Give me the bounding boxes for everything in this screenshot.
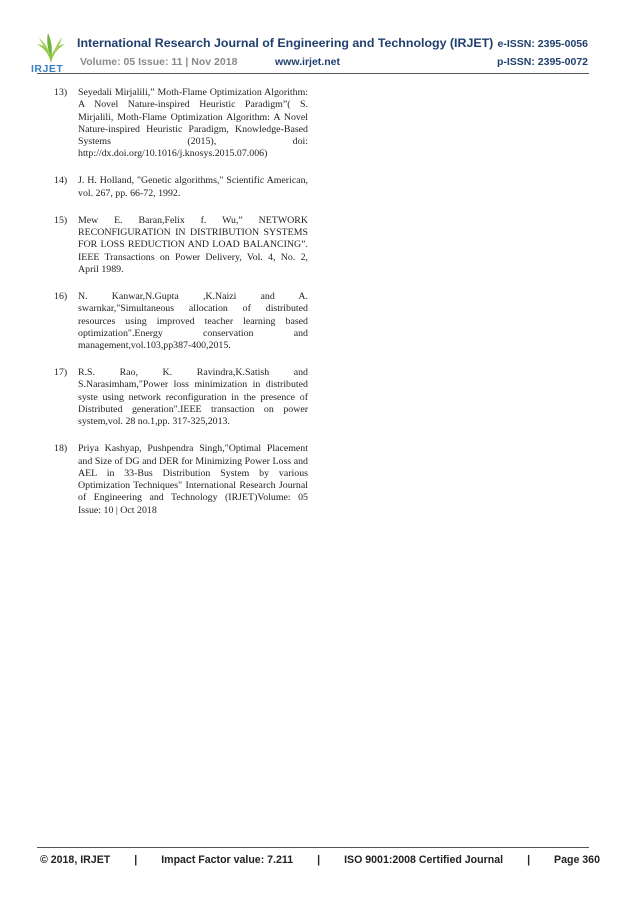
footer-separator: | xyxy=(317,854,321,866)
footer-copyright: © 2018, IRJET xyxy=(40,854,111,866)
reference-item xyxy=(54,215,308,276)
reference-item xyxy=(54,87,308,161)
reference-text: N. Kanwar,N.Gupta ,K.Naizi and A. swarnkar,"Simultaneous allocation of distributed resources using improved teacher learning based optimization".Energy conservation and management,vol.103,pp387-400,2015. xyxy=(78,290,308,352)
volume-issue: Volume: 05 Issue: 11 | Nov 2018 xyxy=(80,56,238,68)
logo-text: IRJET xyxy=(31,63,64,75)
reference-item xyxy=(54,367,308,428)
reference-text: R.S. Rao, K. Ravindra,K.Satish and S.Narasimham,"Power loss minimization in distributed syste using network reconfiguration in the presence of Distributed generation".IEEE transaction on power system,vol. 28 no.1,pp. 317-325,2013. xyxy=(78,367,308,428)
page-footer xyxy=(40,854,600,866)
reference-number: 14) xyxy=(54,175,68,187)
header-divider xyxy=(37,73,589,74)
reference-text: Seyedali Mirjalili,” Moth-Flame Optimization Algorithm: A Novel Nature-inspired Heuristic Paradigm”( S. Mirjalili, Moth-Flame Optimization Algorithm: A Novel Nature-inspired Heuristic Paradigm, Knowledge-Based Systems (2015), doi: http://dx.doi.org/10.1016/j.knosys.2015.07.006) xyxy=(78,87,308,160)
reference-text: Priya Kashyap, Pushpendra Singh,"Optimal Placement and Size of DG and DER for Minimizing Power Loss and AEL in 33-Bus Distribution System by various Optimization Techniques" International Research Journal of Engineering and Technology (IRJET)Volume: 05 Issue: 10 | Oct 2018 xyxy=(78,443,308,516)
journal-title: International Research Journal of Engineering and Technology (IRJET) xyxy=(77,36,494,50)
reference-item xyxy=(54,291,308,352)
footer-page-number: Page 360 xyxy=(554,854,600,866)
footer-separator: | xyxy=(527,854,531,866)
reference-number: 13) xyxy=(54,87,68,98)
eissn: e-ISSN: 2395-0056 xyxy=(497,38,588,50)
reference-number: 17) xyxy=(54,367,68,379)
footer-separator: | xyxy=(134,854,138,866)
journal-website-link[interactable]: www.irjet.net xyxy=(275,56,340,68)
page-header xyxy=(0,0,638,80)
footer-iso: ISO 9001:2008 Certified Journal xyxy=(344,854,504,866)
pissn: p-ISSN: 2395-0072 xyxy=(496,56,588,68)
reference-list xyxy=(54,87,308,532)
reference-text: J. H. Holland, "Genetic algorithms," Scientific American, vol. 267, pp. 66-72, 1992. xyxy=(78,175,308,199)
reference-item xyxy=(54,443,308,517)
reference-item xyxy=(54,175,308,200)
reference-number: 15) xyxy=(54,214,68,226)
reference-number: 16) xyxy=(54,290,68,302)
reference-number: 18) xyxy=(54,443,68,455)
footer-impact-factor: Impact Factor value: 7.211 xyxy=(161,854,294,866)
footer-divider xyxy=(37,847,589,848)
reference-text: Mew E. Baran,Felix f. Wu,” NETWORK RECONFIGURATION IN DISTRIBUTION SYSTEMS FOR LOSS REDUCTION AND LOAD BALANCING”. IEEE Transactions on Power Delivery, Vol. 4, No. 2, April 1989. xyxy=(78,214,308,275)
